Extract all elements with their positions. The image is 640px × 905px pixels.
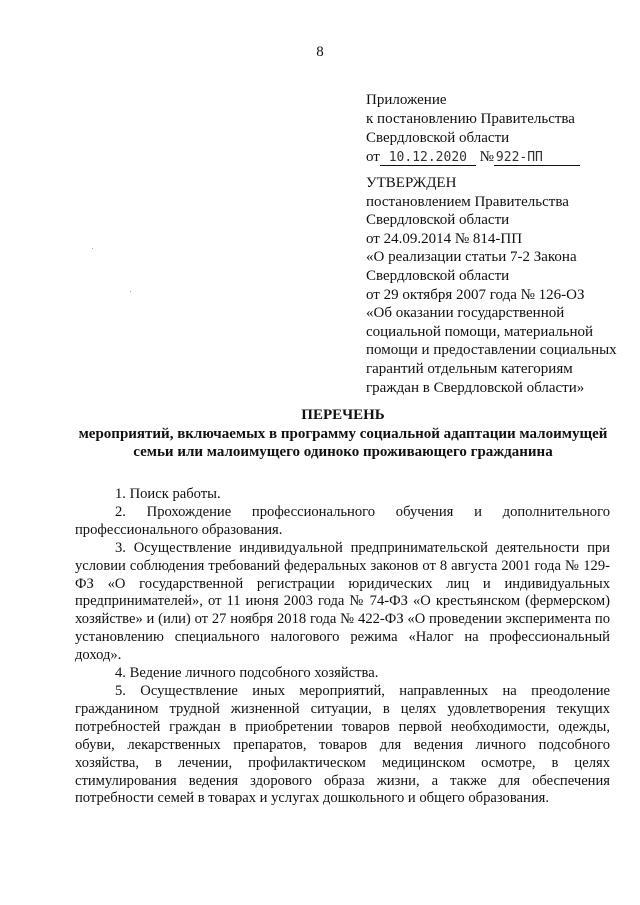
scan-speck [92,248,93,249]
scan-speck [130,291,131,292]
appendix-line: к постановлению Правительства [366,111,575,127]
approved-line: Свердловской области [366,212,510,229]
title-subtitle-line: семьи или малоимущего одиноко проживающего гражданина [133,444,553,460]
page-number: 8 [316,44,324,60]
list-item: 5. Осуществление иных мероприятий, направленных на преодоление гражданином трудной жизненной ситуации, в целях удовлетворения текущих потребностей граждан в приобретении товаров первой необходимости, одежды, обуви, лекарственных препаратов, товаров для ведения личного подсобного хозяйства, в лечении, профилактическом медицинском осмотре, в целях стимулирования ведения здорового образа жизни, а также для обеспечения потребности семей в товарах и услугах дошкольного и общего образования. [75,682,610,807]
list-item: 2. Прохождение профессионального обучения и дополнительного профессионального образования. [75,503,610,538]
title-heading: ПЕРЕЧЕНЬ [301,407,385,423]
number-field [494,150,580,166]
handwritten-date: 10.12.2020 [388,150,467,165]
approved-line: Свердловской области [366,267,510,284]
approved-line: гарантий отдельным категориям [366,360,573,377]
approved-heading: УТВЕРЖДЕН [366,175,457,191]
title-subtitle-line: мероприятий, включаемых в программу социальной адаптации малоимущей [78,425,608,442]
appendix-block [366,91,580,167]
approved-line: граждан в Свердловской области» [366,379,585,396]
list-item: 3. Осуществление индивидуальной предпринимательской деятельности при условии соблюдения требований федеральных законов от 8 августа 2001 года № 129-ФЗ «О государственной регистрации юридических лиц и индивидуальных предпринимателей», от 11 июня 2003 года № 74-ФЗ «О крестьянском (фермерском) хозяйстве» и (или) от 27 ноября 2018 года № 422-ФЗ «О проведении эксперимента по установлению специального налогового режима «Налог на профессиональный доход». [75,539,610,664]
approved-line: «О реализации статьи 7-2 Закона [366,249,577,266]
appendix-line: Приложение [366,92,447,108]
approved-line: от 29 октября 2007 года № 126-ОЗ [366,286,585,303]
approved-line: социальной помощи, материальной [366,323,594,340]
list-item: 1. Поиск работы. [115,486,221,502]
approved-block [366,174,617,397]
appendix-line: Свердловской области [366,130,510,146]
date-field [380,150,476,166]
approved-line: помощи и предоставлении социальных [366,342,617,359]
items-list [75,486,610,808]
list-title [60,406,626,462]
approved-line: постановлением Правительства [366,193,569,210]
handwritten-number: 922-ПП [495,150,543,165]
approved-line: от 24.09.2014 № 814-ПП [366,230,523,247]
approved-line: «Об оказании государственной [366,305,565,322]
list-item: 4. Ведение личного подсобного хозяйства. [115,665,379,682]
appendix-date-line [366,148,580,167]
number-prefix: № [479,149,494,165]
date-prefix: от [366,149,380,165]
